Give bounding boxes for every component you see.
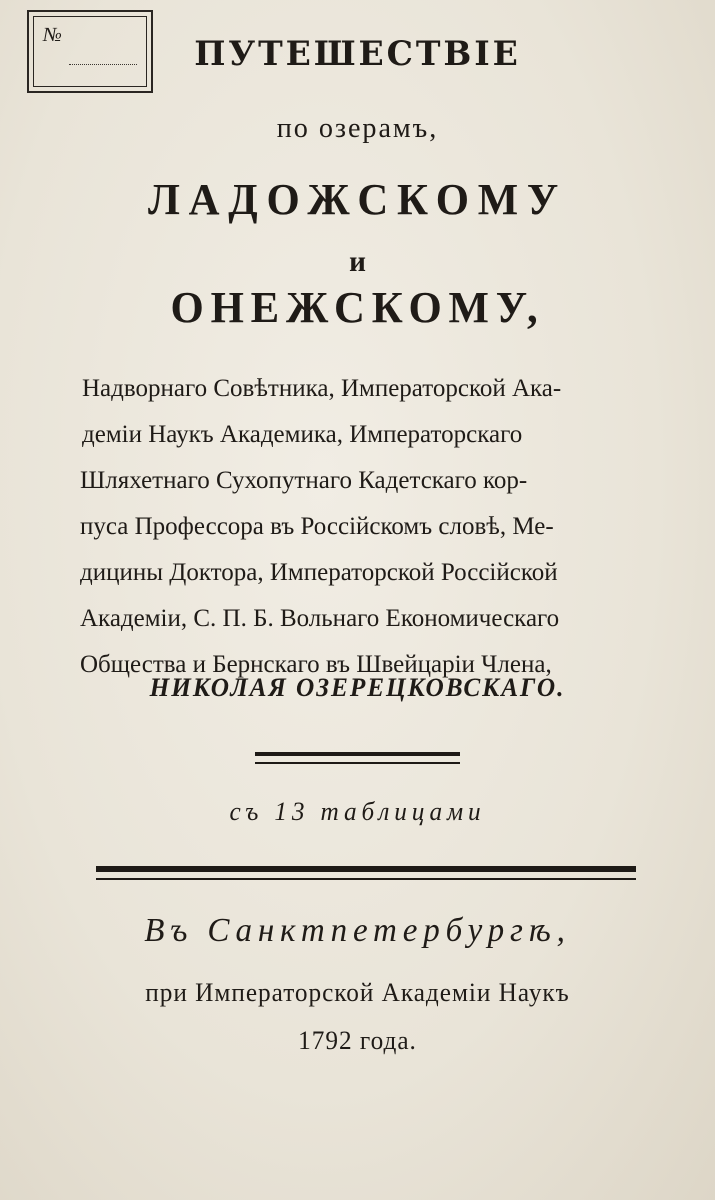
imprint-press: при Императорской Академіи Наукъ: [145, 978, 570, 1007]
imprint-place: Въ Санктпетербургѣ,: [144, 912, 571, 949]
author-name: НИКОЛАЯ ОЗЕРЕЦКОВСКАГО.: [149, 673, 566, 702]
credentials-line: Общества и Бернскаго въ Швейцаріи Члена,: [80, 651, 552, 678]
imprint-year: 1792 года.: [298, 1026, 417, 1055]
tables-note: съ 13 таблицами: [229, 797, 486, 826]
title-main: ПУТЕШЕСТВІЕ: [194, 34, 521, 74]
title-subtitle: по озерамъ,: [276, 112, 439, 144]
stamp-number-label: №: [43, 24, 62, 46]
title-lake-onega: ОНЕЖСКОМУ,: [170, 283, 545, 332]
credentials-line: Академіи, С. П. Б. Вольнаго Економическаго: [80, 605, 560, 632]
credentials-line: Надворнаго Совѣтника, Императорской Ака-: [82, 375, 562, 402]
credentials-line: пуса Профессора въ Россійскомъ словѣ, Ме-: [80, 513, 554, 540]
divider-rule-long: [96, 866, 636, 880]
title-conjunction: и: [349, 245, 366, 278]
credentials-line: Шляхетнаго Сухопутнаго Кадетскаго кор-: [80, 467, 528, 494]
credentials-line: деміи Наукъ Академика, Императорскаго: [82, 421, 523, 448]
credentials-line: дицины Доктора, Императорской Россійской: [80, 559, 558, 586]
title-lake-ladoga: ЛАДОЖСКОМУ: [148, 175, 567, 224]
divider-rule-short: [255, 752, 460, 764]
